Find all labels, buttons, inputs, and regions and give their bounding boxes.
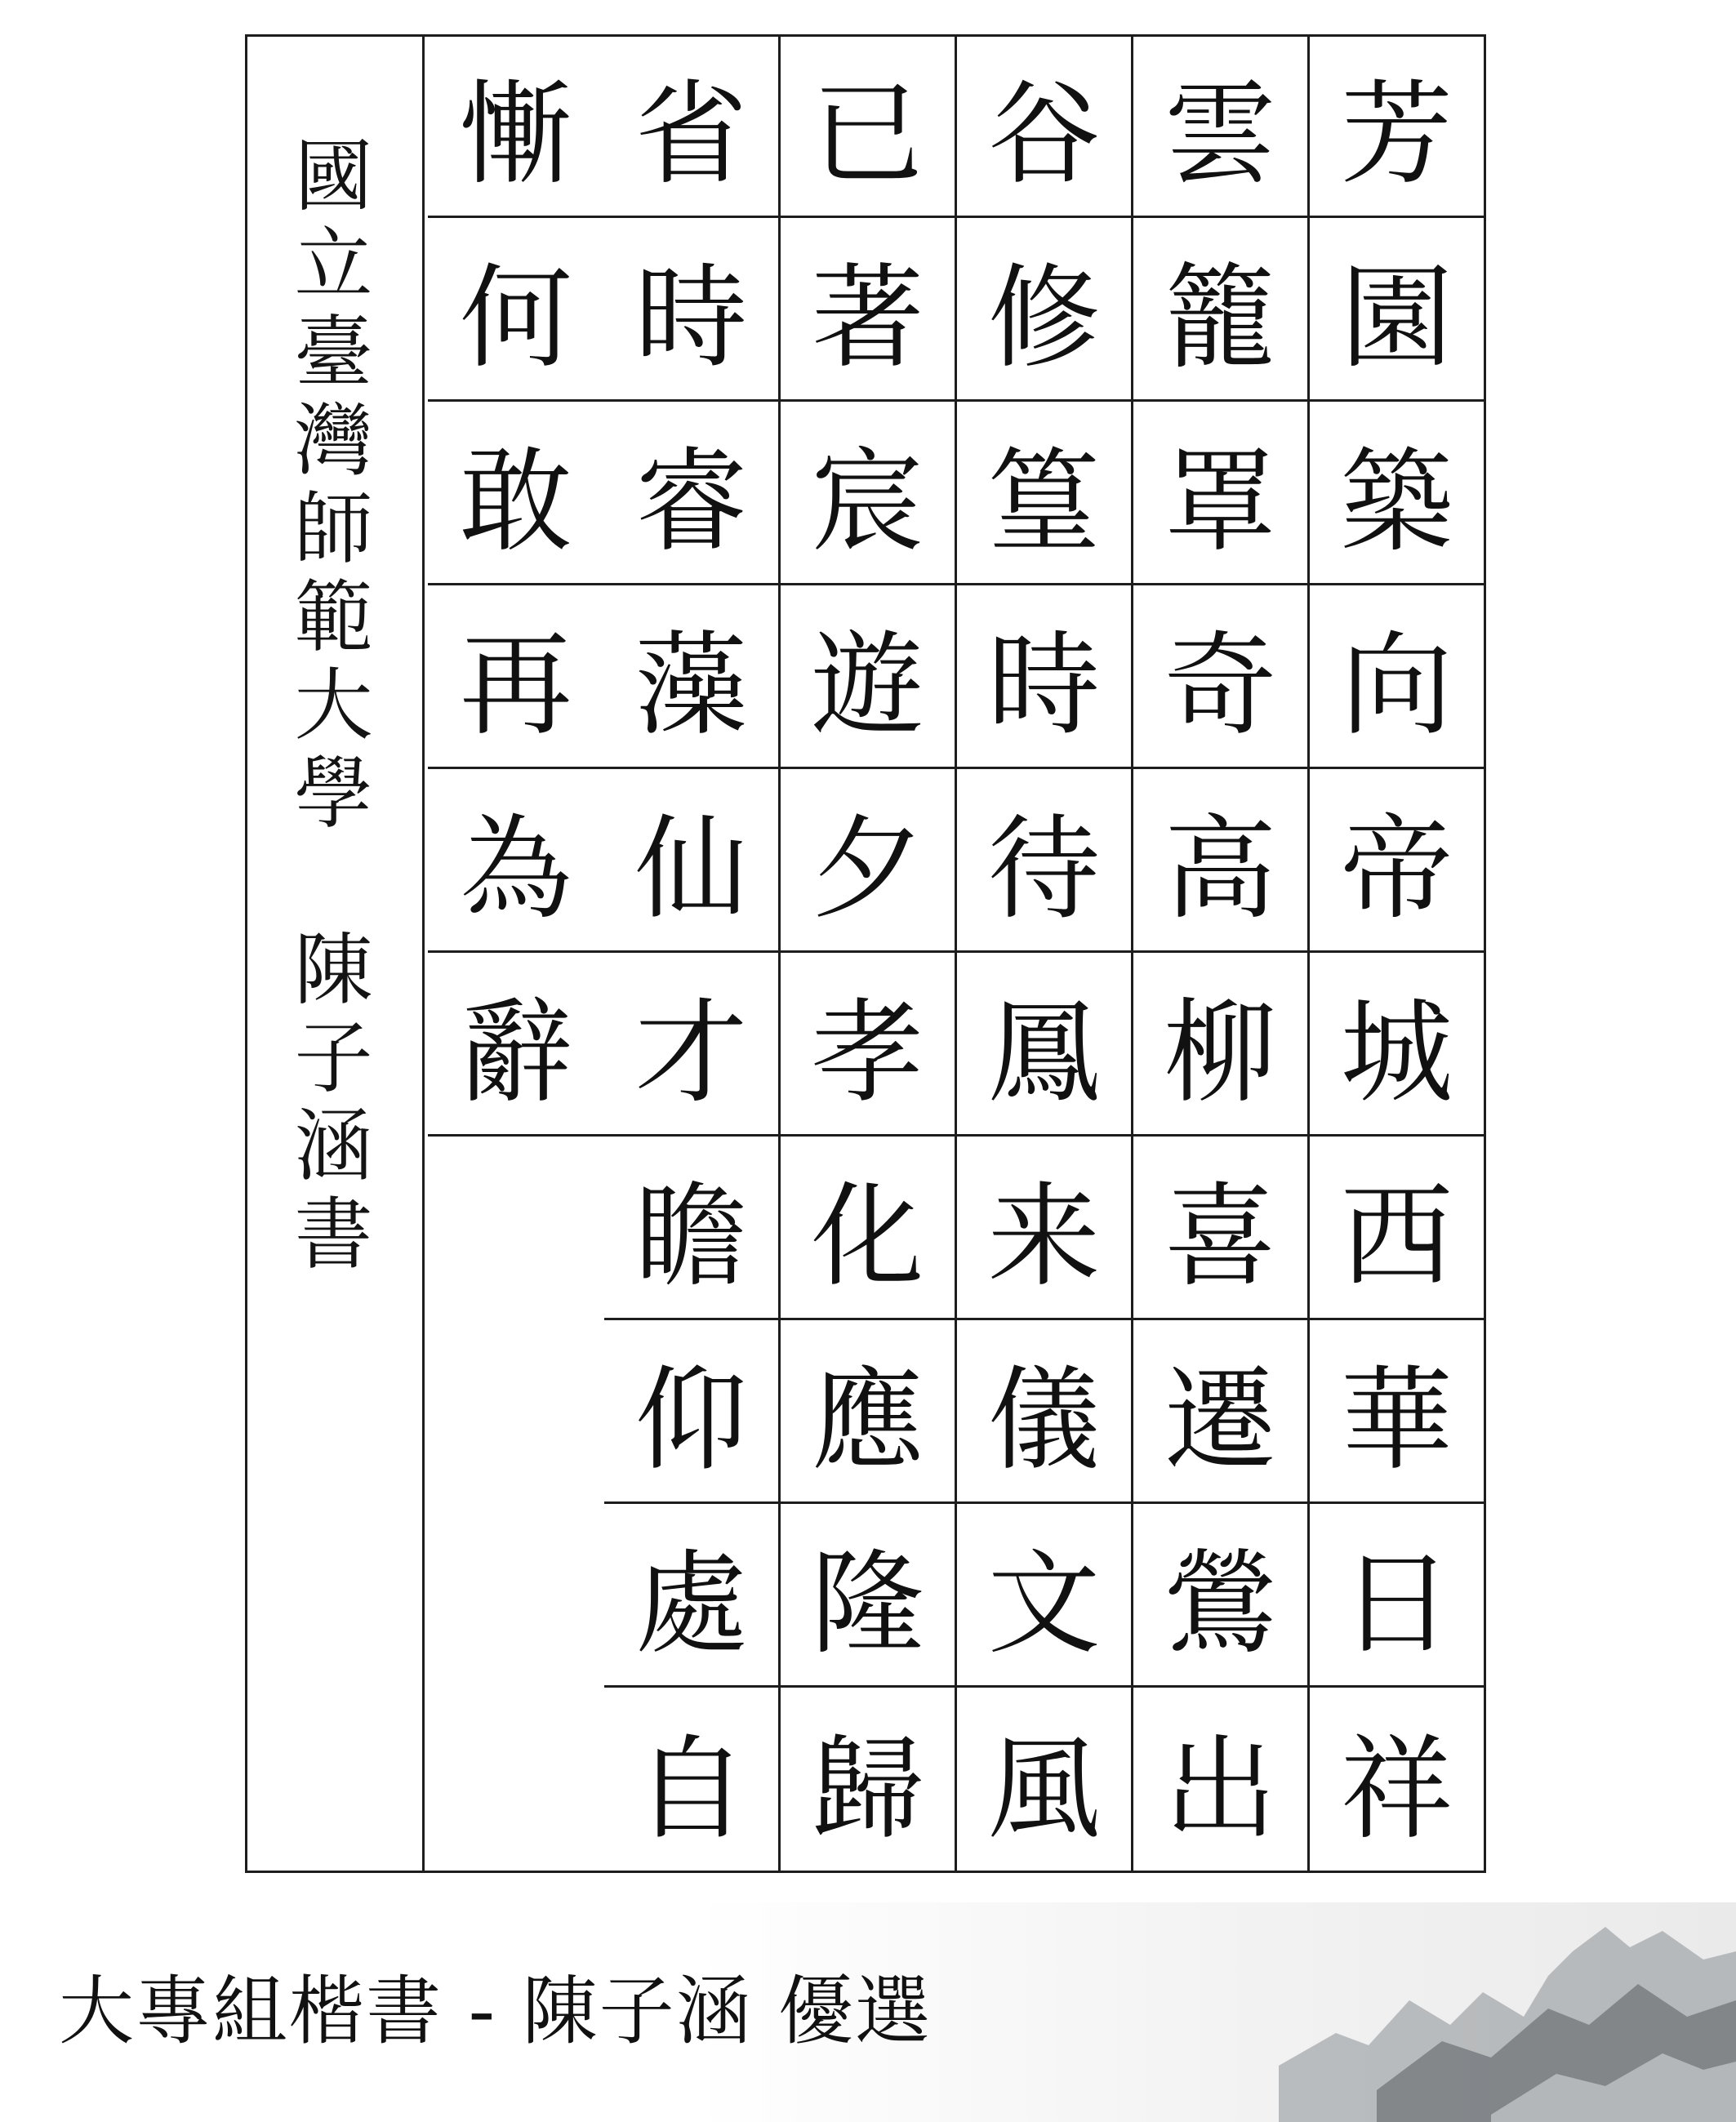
grid-cell: 雲 bbox=[1133, 34, 1307, 218]
grid-cell: 已 bbox=[781, 34, 955, 218]
grid-cell: 出 bbox=[1164, 1723, 1277, 1855]
grid-cell: 華 bbox=[1310, 1320, 1484, 1504]
grid-cell: 才 bbox=[604, 953, 778, 1137]
grid-cell: 高 bbox=[1133, 769, 1307, 953]
signature-char: 立 bbox=[294, 219, 373, 310]
grid-cell: 向 bbox=[1310, 585, 1484, 769]
grid-cell: 夕 bbox=[781, 769, 955, 953]
grid-column bbox=[1133, 34, 1310, 1871]
caption-title: 大專組楷書 - 陳子涵 優選 bbox=[59, 1968, 932, 2055]
grid-cell: 睿 bbox=[604, 402, 778, 585]
grid-cell: 省 bbox=[604, 34, 778, 218]
grid-cell: 谷 bbox=[957, 34, 1131, 218]
grid-cell: 時 bbox=[957, 585, 1131, 769]
grid-cell: 待 bbox=[957, 769, 1131, 953]
grid-cell: 辭 bbox=[428, 953, 604, 1137]
signature-char: 大 bbox=[294, 660, 373, 751]
grid-cell: 築 bbox=[1310, 402, 1484, 585]
grid-cell: 化 bbox=[781, 1137, 955, 1320]
grid-cell: 遊 bbox=[781, 585, 955, 769]
signature-char: 涵 bbox=[294, 1101, 373, 1192]
mountain-landscape-icon bbox=[1279, 1902, 1736, 2122]
grid-cell: 奇 bbox=[1133, 585, 1307, 769]
grid-cell: 自 bbox=[634, 1723, 748, 1855]
grid-cell: 時 bbox=[604, 218, 778, 402]
grid-cell: 風 bbox=[987, 1723, 1101, 1855]
grid-cell: 為 bbox=[428, 769, 604, 953]
grid-cell: 著 bbox=[781, 218, 955, 402]
grid-cell: 鳳 bbox=[957, 953, 1131, 1137]
grid-cell: 應 bbox=[781, 1320, 955, 1504]
grid-column bbox=[428, 34, 604, 1137]
grid-cell: 鶯 bbox=[1133, 1504, 1307, 1688]
grid-column bbox=[1310, 34, 1486, 1871]
grid-cell: 宸 bbox=[781, 402, 955, 585]
signature-char: 範 bbox=[294, 572, 373, 663]
grid-cell: 仰 bbox=[604, 1320, 778, 1504]
grid-cell: 瞻 bbox=[604, 1137, 778, 1320]
signature-char: 子 bbox=[294, 1012, 373, 1104]
grid-cell: 藻 bbox=[604, 585, 778, 769]
grid-cell: 祥 bbox=[1340, 1723, 1453, 1855]
grid-cell: 篁 bbox=[957, 402, 1131, 585]
grid-cell: 修 bbox=[957, 218, 1131, 402]
signature-char: 灣 bbox=[294, 395, 373, 487]
grid-cell: 孝 bbox=[781, 953, 955, 1137]
grid-column bbox=[604, 34, 781, 1871]
grid-cell: 来 bbox=[957, 1137, 1131, 1320]
grid-cell: 芳 bbox=[1310, 34, 1484, 218]
grid-cell: 遷 bbox=[1133, 1320, 1307, 1504]
grid-cell: 儀 bbox=[957, 1320, 1131, 1504]
grid-column bbox=[781, 34, 957, 1871]
grid-cell: 園 bbox=[1310, 218, 1484, 402]
grid-cell: 城 bbox=[1310, 953, 1484, 1137]
grid-cell: 帝 bbox=[1310, 769, 1484, 953]
grid-cell: 西 bbox=[1310, 1137, 1484, 1320]
signature-char: 國 bbox=[294, 131, 373, 222]
grid-cell: 柳 bbox=[1133, 953, 1307, 1137]
grid-column bbox=[957, 34, 1133, 1871]
grid-cell: 再 bbox=[428, 585, 604, 769]
grid-cell: 處 bbox=[604, 1504, 778, 1688]
grid-cell: 喜 bbox=[1133, 1137, 1307, 1320]
grid-cell: 籠 bbox=[1133, 218, 1307, 402]
signature-column bbox=[245, 34, 425, 1873]
signature-char: 學 bbox=[294, 748, 373, 839]
signature-char: 陳 bbox=[294, 924, 373, 1016]
grid-cell: 歸 bbox=[811, 1723, 924, 1855]
grid-cell: 何 bbox=[428, 218, 604, 402]
grid-cell: 文 bbox=[957, 1504, 1131, 1688]
grid-cell: 敢 bbox=[428, 402, 604, 585]
signature-char: 臺 bbox=[294, 307, 373, 398]
grid-cell: 日 bbox=[1310, 1504, 1484, 1688]
signature-char: 師 bbox=[294, 483, 373, 575]
grid-cell: 隆 bbox=[781, 1504, 955, 1688]
grid-cell: 仙 bbox=[604, 769, 778, 953]
grid-cell: 慚 bbox=[428, 34, 604, 218]
signature-char: 書 bbox=[294, 1189, 373, 1280]
grid-cell: 罩 bbox=[1133, 402, 1307, 585]
